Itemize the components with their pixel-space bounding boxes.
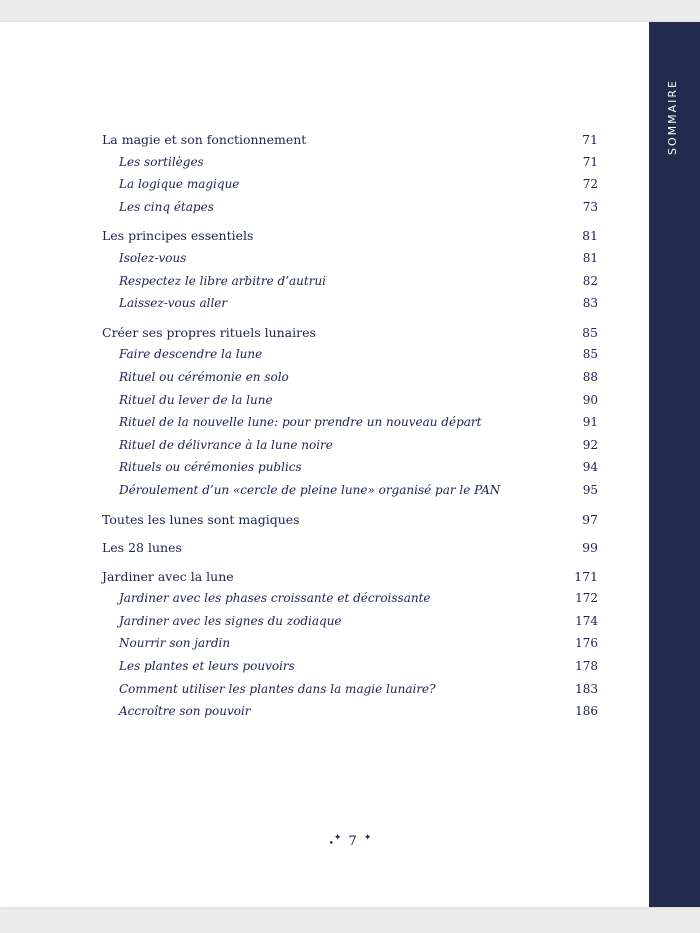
toc-subentry <box>102 591 598 614</box>
toc-subentry <box>102 347 598 370</box>
toc-subentry-page: 73 <box>582 199 598 214</box>
toc-subentry <box>102 251 598 274</box>
toc-subentry-page: 85 <box>582 347 598 362</box>
toc-entry <box>102 569 598 592</box>
toc-subentry-page: 174 <box>575 613 598 628</box>
toc-subentry-page: 82 <box>582 273 598 288</box>
toc-section <box>102 540 598 563</box>
toc-subentry <box>102 460 598 483</box>
toc-subentry-title: Faire descendre la lune <box>119 347 263 362</box>
toc-subentry-page: 81 <box>582 250 598 265</box>
toc-subentry-title: Rituel de la nouvelle lune: pour prendre un nouveau départ <box>119 415 482 430</box>
toc-subentry-title: Rituel de délivrance à la lune noire <box>119 437 333 452</box>
toc-entry <box>102 512 598 535</box>
toc-subentry-page: 176 <box>575 636 598 651</box>
toc-subentry-page: 91 <box>582 415 598 430</box>
toc-subentry-page: 71 <box>582 154 598 169</box>
toc-subentry <box>102 393 598 416</box>
toc-subentry-title: Isolez-vous <box>119 250 187 265</box>
toc-subentry <box>102 200 598 223</box>
toc-entry-page: 171 <box>574 568 598 584</box>
toc-subentry <box>102 415 598 438</box>
toc-entry-title: Créer ses propres rituels lunaires <box>102 324 316 340</box>
toc-entry <box>102 132 598 155</box>
toc-entry-title: Toutes les lunes sont magiques <box>102 511 300 527</box>
toc-subentry-page: 186 <box>575 704 598 719</box>
toc-entry-page: 85 <box>582 324 598 340</box>
toc-entry <box>102 540 598 563</box>
toc-entry-title: Les 28 lunes <box>102 540 182 556</box>
toc-subentry-title: Comment utiliser les plantes dans la magie lunaire? <box>119 681 436 696</box>
toc-subentry-title: Jardiner avec les phases croissante et décroissante <box>119 591 431 606</box>
star-icon: ✦ <box>363 833 372 843</box>
toc-subentry-title: La logique magique <box>119 177 240 192</box>
toc-subentry <box>102 438 598 461</box>
toc-subentry-title: Nourrir son jardin <box>119 636 231 651</box>
toc-entry-page: 97 <box>582 511 598 527</box>
toc-subentry-page: 72 <box>582 177 598 192</box>
toc-subentry <box>102 659 598 682</box>
toc-subentry-title: Les plantes et leurs pouvoirs <box>119 659 295 674</box>
toc-subentry-title: Jardiner avec les signes du zodiaque <box>119 613 342 628</box>
toc-subentry-page: 178 <box>575 659 598 674</box>
toc-subentry-title: Les sortilèges <box>119 154 204 169</box>
star-icon: ✦ <box>333 833 342 843</box>
toc-section <box>102 228 598 318</box>
side-tab <box>649 22 700 907</box>
toc-subentry-page: 95 <box>582 482 598 497</box>
toc-subentry <box>102 296 598 319</box>
toc-entry-title: Les principes essentiels <box>102 228 254 244</box>
toc-subentry-page: 83 <box>582 296 598 311</box>
toc-subentry-title: Accroître son pouvoir <box>119 704 251 719</box>
dot-ornament: • <box>328 839 334 849</box>
toc-subentry-page: 90 <box>582 392 598 407</box>
toc-entry-page: 99 <box>582 540 598 556</box>
toc-entry-title: Jardiner avec la lune <box>102 568 234 584</box>
toc-subentry-title: Laissez-vous aller <box>119 296 228 311</box>
toc-entry-title: La magie et son fonctionnement <box>102 132 307 147</box>
toc-subentry-title: Rituel du lever de la lune <box>119 392 273 407</box>
toc-subentry <box>102 274 598 297</box>
book-page <box>0 22 700 907</box>
toc-section <box>102 132 598 222</box>
toc-subentry-title: Les cinq étapes <box>119 199 214 214</box>
toc-subentry-title: Rituels ou cérémonies publics <box>119 460 302 475</box>
toc-subentry <box>102 483 598 506</box>
toc-entry-page: 71 <box>582 132 598 147</box>
toc-subentry-title: Rituel ou cérémonie en solo <box>119 369 289 384</box>
toc-subentry-page: 172 <box>575 591 598 606</box>
toc-entry <box>102 325 598 348</box>
toc-subentry <box>102 370 598 393</box>
toc-subentry <box>102 704 598 727</box>
toc-section <box>102 512 598 535</box>
toc-subentry-title: Déroulement d’un «cercle de pleine lune» organisé par le PAN <box>119 482 501 497</box>
toc-subentry-page: 92 <box>582 437 598 452</box>
toc-subentry-page: 94 <box>582 460 598 475</box>
toc-entry-page: 81 <box>582 228 598 244</box>
toc-section <box>102 569 598 727</box>
toc-subentry <box>102 614 598 637</box>
toc-subentry <box>102 177 598 200</box>
toc-section <box>102 325 598 506</box>
page-footer <box>0 830 700 849</box>
toc-subentry-page: 88 <box>582 369 598 384</box>
table-of-contents <box>102 132 598 733</box>
toc-subentry <box>102 682 598 705</box>
toc-subentry-title: Respectez le libre arbitre d’autrui <box>119 273 327 288</box>
toc-subentry-page: 183 <box>575 681 598 696</box>
toc-entry <box>102 228 598 251</box>
toc-subentry <box>102 636 598 659</box>
toc-subentry <box>102 155 598 178</box>
page-number: 7 <box>348 834 357 849</box>
side-tab-label: SOMMAIRE <box>666 79 679 155</box>
